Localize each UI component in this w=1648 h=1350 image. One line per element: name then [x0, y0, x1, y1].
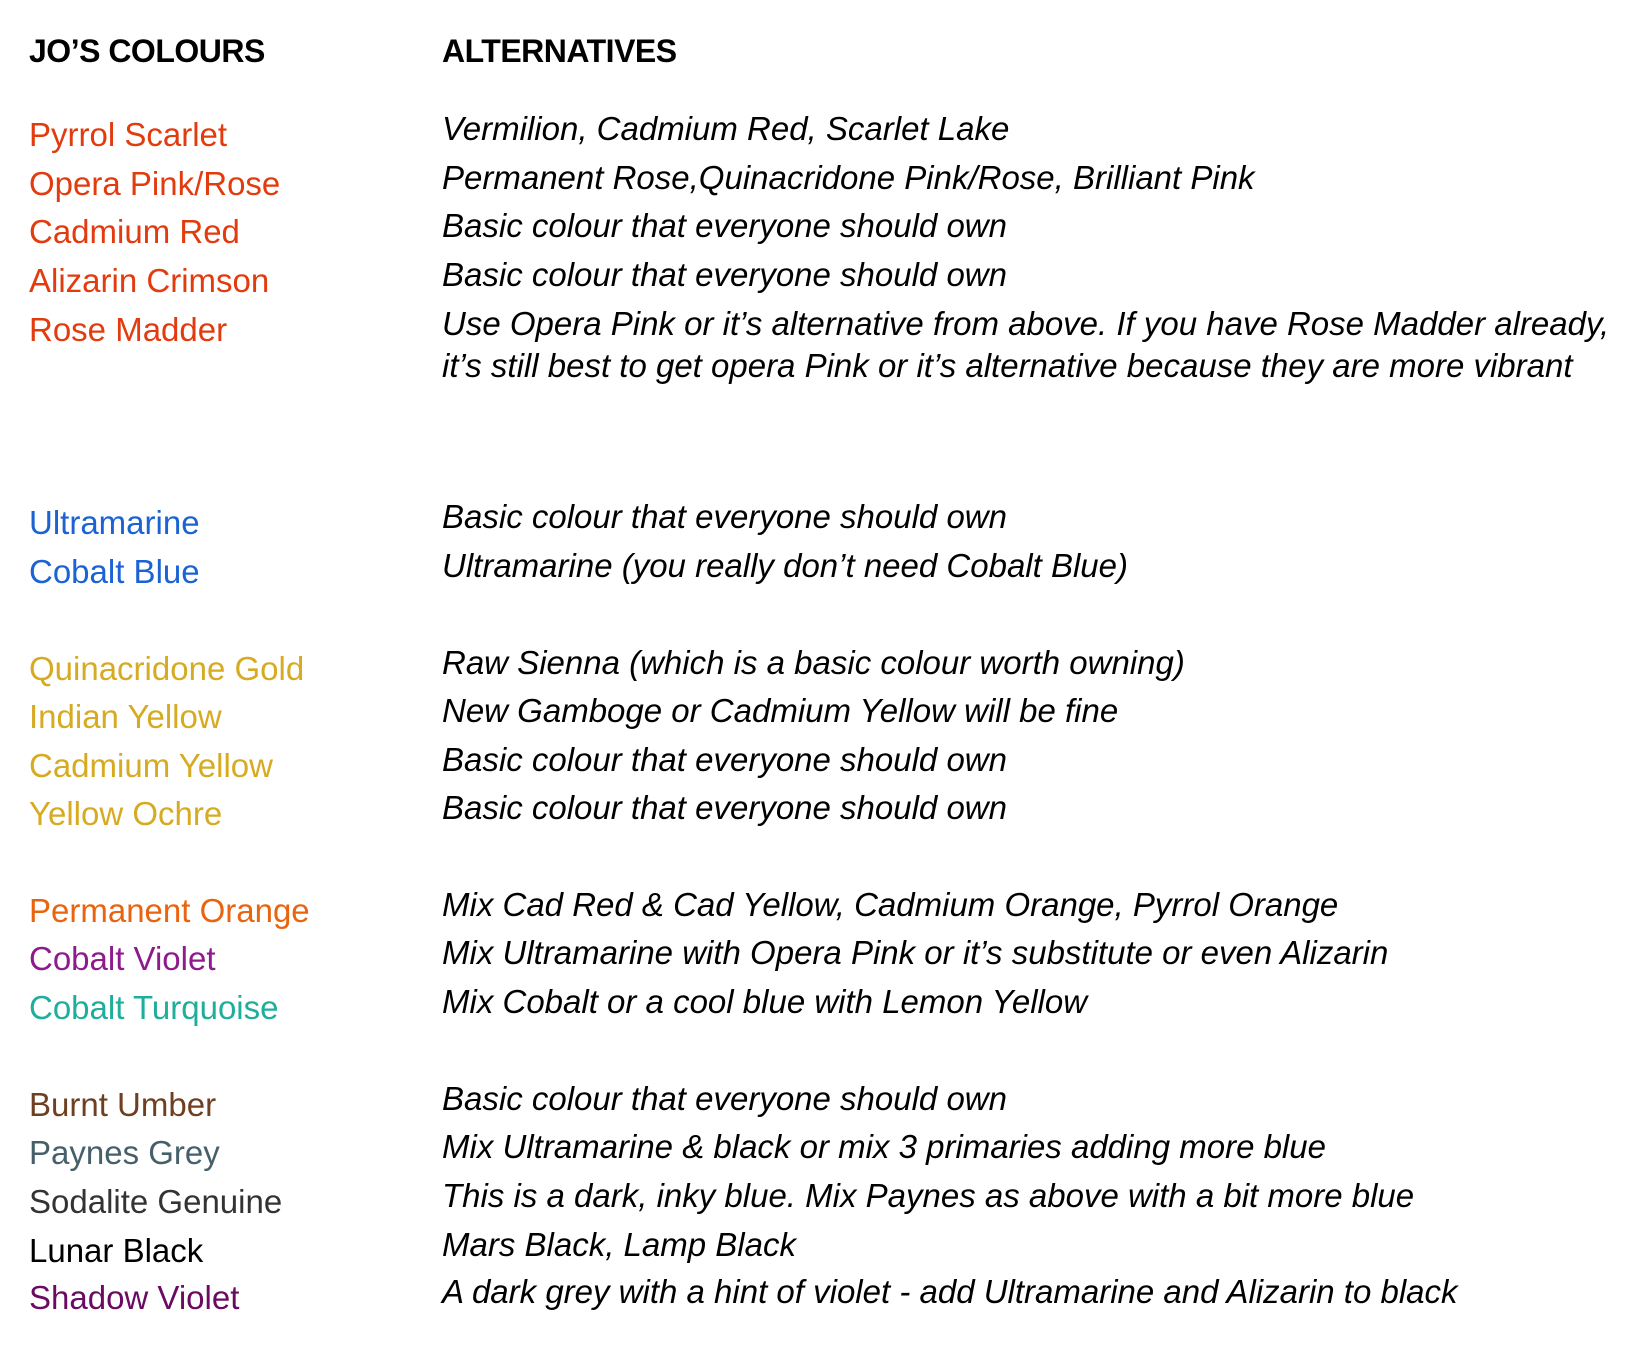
colour-alternative: A dark grey with a hint of violet - add Ultramarine and Alizarin to black — [442, 1273, 1458, 1310]
colour-alternative: Use Opera Pink or it’s alternative from above. If you have Rose Madder already, it’s still best to get opera Pink or it’s alternative because they are more vibrant — [442, 305, 1610, 384]
colour-name: Cobalt Turquoise — [29, 989, 279, 1026]
colour-alternative: Mix Ultramarine with Opera Pink or it’s substitute or even Alizarin — [442, 934, 1389, 971]
colour-name: Yellow Ochre — [29, 795, 223, 832]
colour-alternative: Basic colour that everyone should own — [442, 741, 1007, 778]
colour-alternative: Mars Black, Lamp Black — [442, 1226, 796, 1263]
colour-alternative: Permanent Rose,Quinacridone Pink/Rose, Brilliant Pink — [442, 159, 1255, 196]
colour-alternative: Mix Cad Red & Cad Yellow, Cadmium Orange, Pyrrol Orange — [442, 886, 1339, 923]
colour-alternative: New Gamboge or Cadmium Yellow will be fine — [442, 692, 1119, 729]
colour-name: Cobalt Violet — [29, 940, 216, 977]
colour-name: Cobalt Blue — [29, 553, 200, 590]
colour-alternative: Ultramarine (you really don’t need Cobalt Blue) — [442, 547, 1129, 584]
colour-alternative: Mix Cobalt or a cool blue with Lemon Yellow — [442, 983, 1088, 1020]
colour-name: Cadmium Yellow — [29, 747, 273, 784]
colour-alternative: Basic colour that everyone should own — [442, 498, 1007, 535]
colour-name: Burnt Umber — [29, 1086, 217, 1123]
colour-name: Sodalite Genuine — [29, 1183, 283, 1220]
colour-name: Indian Yellow — [29, 698, 222, 735]
header-jos-colours: JO’S COLOURS — [29, 33, 265, 69]
colour-name: Pyrrol Scarlet — [29, 116, 228, 153]
colour-name: Paynes Grey — [29, 1134, 220, 1171]
colour-alternative: Raw Sienna (which is a basic colour worth owning) — [442, 644, 1185, 681]
colour-name: Rose Madder — [29, 311, 228, 348]
colour-alternative: Basic colour that everyone should own — [442, 789, 1007, 826]
header-alternatives: ALTERNATIVES — [442, 33, 677, 69]
colour-name: Lunar Black — [29, 1232, 204, 1269]
colour-name: Ultramarine — [29, 504, 200, 541]
colour-name: Cadmium Red — [29, 213, 240, 250]
colour-name: Alizarin Crimson — [29, 262, 270, 299]
colour-alternative: Basic colour that everyone should own — [442, 207, 1007, 244]
colour-name: Opera Pink/Rose — [29, 165, 281, 202]
colour-alternative: Vermilion, Cadmium Red, Scarlet Lake — [442, 110, 1010, 147]
colour-alternative: Mix Ultramarine & black or mix 3 primaries adding more blue — [442, 1128, 1326, 1165]
colour-name: Quinacridone Gold — [29, 650, 305, 687]
colour-alternative: Basic colour that everyone should own — [442, 1080, 1007, 1117]
colour-name: Permanent Orange — [29, 892, 310, 929]
colour-alternative: Basic colour that everyone should own — [442, 256, 1007, 293]
colour-name: Shadow Violet — [29, 1279, 240, 1316]
colour-alternative: This is a dark, inky blue. Mix Paynes as above with a bit more blue — [442, 1177, 1415, 1214]
